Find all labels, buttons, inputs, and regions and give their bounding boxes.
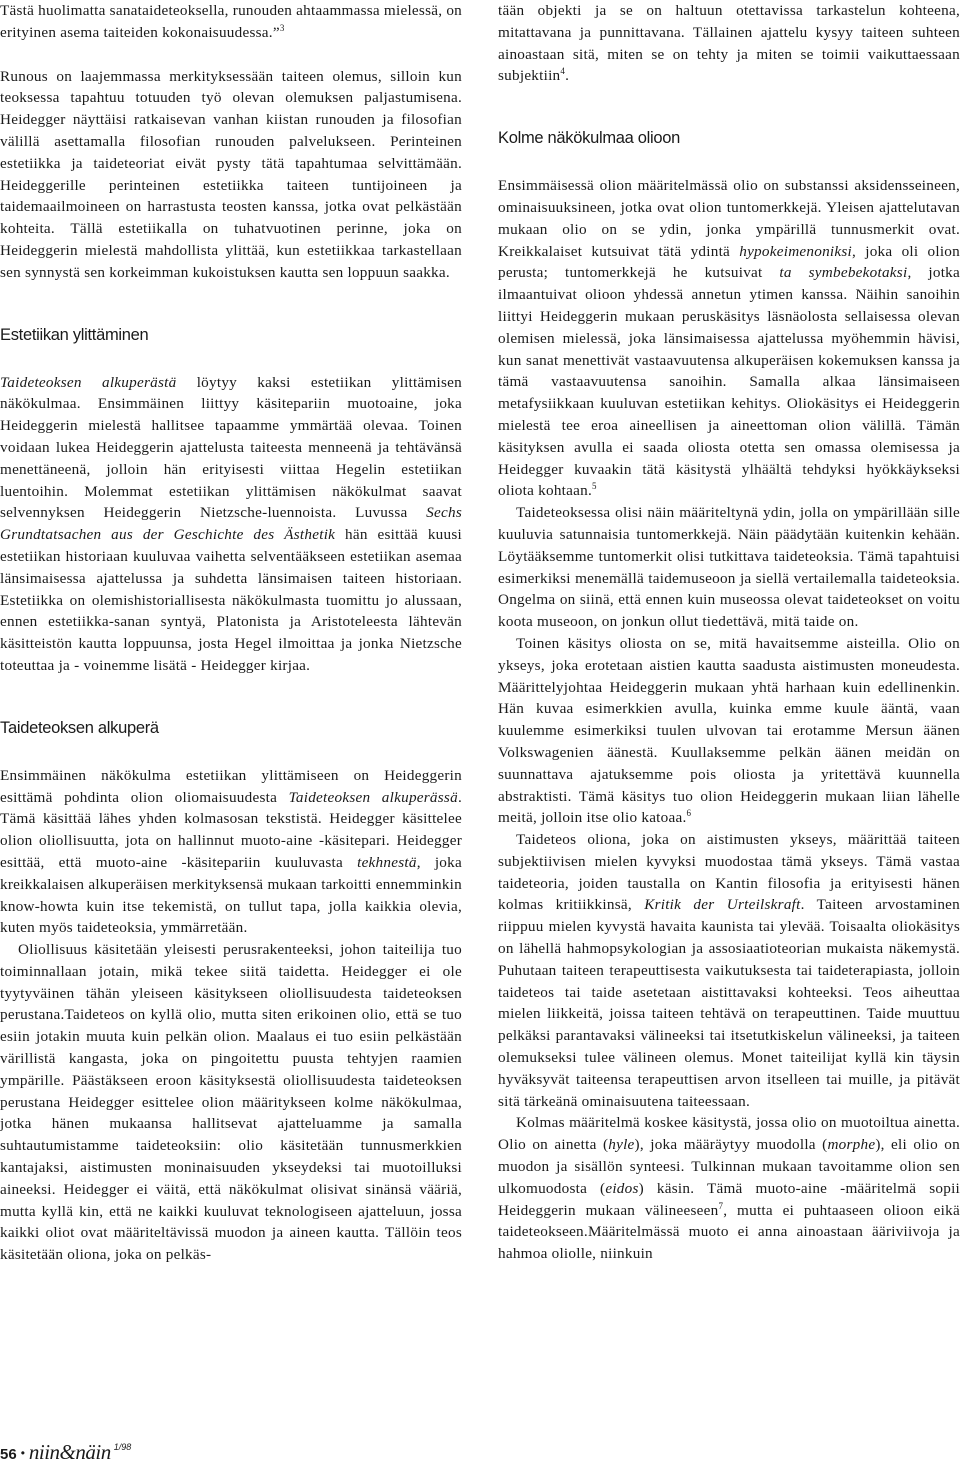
magazine-name: niin&näin xyxy=(28,1440,111,1464)
issue-number: 1/98 xyxy=(113,1442,132,1452)
section-heading: Kolme näkökulmaa olioon xyxy=(498,129,681,148)
section-heading: Taideteoksen alkuperä xyxy=(0,718,159,737)
paragraph: Taideteoksessa olisi näin määriteltynä ydin, jolla on ympärillään sille kuuluvia satunnaisia tuntomerkkejä. Näin päädytään kuitenkin kehään. Löytääksemme tuntomerkit olisi tutkittava taideteoksia. Tämä tapahtuisi esimerkiksi menemällä taidemuseoon ja siellä vertailemalla taideteoksia. Ongelma on siinä, että ennen kuin museossa olevat taideteokset on voitu koota museoon, on jonkun ollut tiedettävä, mitä taide on. xyxy=(498,504,960,631)
page-footer xyxy=(0,1440,131,1465)
section-heading: Estetiikan ylittäminen xyxy=(0,325,149,344)
paragraph: Tästä huolimatta sanataideteoksella, runouden ahtaammassa mielessä, on erityinen asema taiteiden kokonaisuudessa.”$^3$ xyxy=(0,2,463,41)
paragraph: Runous on laajemmassa merkityksessään taiteen olemus, silloin kun teoksessa tapahtuu totuuden työ olevan olemuksen paljastumisena. Heidegger näyttäisi ratkaisevan vanhan kiistan runouden ja filosofian välillä asettamalla filosofian runouden palvelukseen. Perinteinen estetiikka ja taideteoriat eivät pysty tätä tapahtumaa selvittämään. Heideggerille perinteinen estetiikka taiteen tuntijoineen ja taidemaailmoineen on harrastusta teosten kanssa, jotka ovat pelkästään kohteita. Tällä estetiikalla on tuhatvuotinen perinne, joka on Heideggerin mielestä mahdollista ylittää, kun estetiikkaa tarkastellaan sen synnystä sen korkeimman kukoistuksen kautta sen loppuun saakka. xyxy=(0,67,462,281)
left-column xyxy=(0,0,462,1266)
paragraph: tään objekti ja se on haltuun otettavissa tarkastelun kohteena, mitattavana ja punnittavana. Tällainen ajattelu kysyy taiteen suhteen ainoastaan sitä, miten se on tehty ja miten se toimii vaikuttaessaan subjektiin$^4$. xyxy=(498,2,960,85)
page-number: 56 xyxy=(0,1446,17,1463)
footnote-ref: 4 xyxy=(560,66,566,77)
paragraph: Taideteos oliona, joka on aistimusten ykseys, määrittää taiteen subjektiivisen mielen kyvyksi muodostaa tämä ykseys. Tämä vastaa taideteoria, joiden taustalla on Kantin filosofia ja erityisesti hänen kolmas kritiikkinsä, Kritik der Urteilskraft. Taiteen arvostaminen riippuu mielen kyvystä havaita kaunista tai ylevää. Toisaalta oliokäsitys on lähellä hahmopsykologian ja assosiaatioteorian mukaista näkemystä. Puhutaan taiteen terapeuttisesta vaikutuksesta tai taideterapiasta, jolloin taideteos tai taide asetetaan aistittavaksi kohteeksi. Teos aiheuttaa mielen liikkeitä, joissa taiteen tehtävä on terapeuttinen. Taide muuttuu pelkäksi parantavaksi välineeksi tai itsetutkiskelun välineeksi, ja taiteen olemukseksi tulee välineen olemus. Monet taiteilijat kyllä kin täysin hyväksyvät taiteensa terapeuttisen arvon itselleen tai muille, ja pitävät sitä tärkeänä ominaisuutena taiteessaan. xyxy=(498,831,960,1110)
footnote-ref: 6 xyxy=(686,808,692,819)
paragraph: Ensimmäisessä olion määritelmässä olio on substanssi aksidensseineen, ominaisuuksineen, jotka ovat olion tuntomerkkejä. Yleisen ajattelutavan mukaan olio on se ydin, jonka ympärillä tunnusmerkit ovat. Kreikkalaiset kutsuivat tätä ydintä hypokeimenoniksi, joka oli olion perusta; tuntomerkkejä he kutsuivat ta symbebekotaksi, jotka ilmaantuivat olioon yhdessä annetun ytimen kanssa. Näihin sanoihin liittyi Heideggerin mukaan peruskäsitys läsnäolosta sellaisessa olevan olemisen mielessä, joka länsimaisessa ajattelussa myöhemmin hävisi, kun sanat menettivät vastaavuutensa alkuperäisen kokemuksen kanssa ja tämä vastaavuutensa sanoihin. Samalla alkaa länsimaiseen metafysiikkaan kuuluvan estetiikan kehitys. Oliokäsitys ei Heideggerin mielestä tee eroa aineellisen ja aineettoman olion välillä. Tämän käsityksen avulla ei saada oliosta otetta sen omassa olemisessa ja Heidegger kuvaakin tätä käsitystä ylhäältä tehdyksi hyökkäykseksi oliota kohtaan.$^5$ xyxy=(498,177,960,500)
paragraph: Taideteoksen alkuperästä löytyy kaksi estetiikan ylittämisen näkökulmaa. Ensimmäinen liittyy käsitepariin muotoaine, joka Heideggerin mielestä hallitsee tapaamme ymmärtää olevaa. Toinen voidaan lukea Heideggerin ajattelusta taiteesta menneenä ja tehtävänsä menettäneenä, jolloin hän erityisesti viittaa Hegelin estetiikan luentoihin. Molemmat estetiikan ylittämisen näkökulmat saavat selvennyksen Heideggerin Nietzsche-luennoista. Luvussa Sechs Grundtatsachen aus der Geschichte des Ästhetik hän esittää kuusi estetiikan historiaan kuuluvaa vaihetta selventääkseen estetiikan asemaa länsimaisessa ajattelussa ja suhdetta länsimaisen taiteen historiaan. Estetiikka on olemishistoriallisesta näkökulmasta tuomittu jo alussaan, ennen estetiikka-sanan syntyä, Platonista ja Aristoteleesta lähtevän käsitteistön kautta loppuunsa, josta Hegel ilmoittaa ja jonka Nietzsche toteuttaa ja - voinemme lisätä - Heidegger kirjaa. xyxy=(0,373,463,674)
paragraph: Kolmas määritelmä koskee käsitystä, jossa olio on muotoiltua ainetta. Olio on ainetta (hyle), joka määräytyy muodolla (morphe), eli olio on muodon ja sisällön synteesi. Tulkinnan mukaan tavoitamme olion sen ulkomuodosta (eidos) käsin. Tämä muoto-aine -määritelmä sopii Heideggerin mukaan välineeseen$^7$, mutta ei puhtaaseen olioon eikä taideteokseen.Määritelmässä muoto ei anna ainoastaan ääriviivoja ja hahmoa oliolle, niinkuin xyxy=(498,1114,960,1263)
paragraph: Oliollisuus käsitetään yleisesti perusrakenteeksi, johon taiteilija tuo toiminnallaan jotain, mikä tekee siitä taidetta. Heidegger ei ole tyytyväinen tähän yleiseen käsitykseen oliollisuudesta taideteoksen perustana.Taideteos on kyllä olio, mutta siten erikoinen olio, että se tuo esiin jotakin muuta kuin pelkän olion. Maalaus ei tuo esiin pelkästään värillistä kangasta, joka on pingoitettu puusta tehtyjen raamien ympärille. Päästäkseen eroon käsityksestä oliollisuudesta taideteoksen perustana Heidegger esittelee olion määritykseen kolme näkökulmaa, jotka hänen mukaansa hallitsevat ajatteluamme ja samalla suhtautumistamme taideteoksiin: olio käsitetään tunnusmerkkien kantajaksi, aistimusten moninaisuuden ykseydeksi tai muotoilluksi aineeksi. Heidegger ei väitä, että näkökulmat olisivat sinänsä vääriä, mutta kyllä kin, että ne kaikki kuuluvat teknologiseen ajatteluun, jossa kaikki oliot ovat määriteltävissä muodon ja aineen kautta. Tällöin teos käsitetään oliona, joka on pelkäs- xyxy=(0,941,462,1264)
paragraph: Toinen käsitys oliosta on se, mitä havaitsemme aisteilla. Olio on ykseys, joka erotetaan aistien kautta saadusta aistimusten moneudesta. Määrittelyjohtaa Heideggerin mukaan yhtä harhaan kuin edellinenkin. Hän kuvaa esimerkkien avulla, kuinka emme kuule ääntä, vaan kuulemme esimerkiksi tuulen ulvovan tai erotamme Mersun äänen Volkswagenien äänestä. Kuullaksemme pelkän äänen meidän on suunnattava ajatuksemme pois oliosta ja yritettävä kuunnella abstraktisti. Tämä käsitys tuo olion Heideggerin mukaan liian lähelle meitä, jolloin itse olio katoaa.$^6$ xyxy=(498,634,960,827)
footnote-ref: 5 xyxy=(592,481,597,492)
footnote-ref: 3 xyxy=(279,22,285,33)
right-column xyxy=(498,0,960,1265)
footnote-ref: 7 xyxy=(718,1200,724,1211)
bullet-separator: • xyxy=(20,1446,25,1460)
paragraph: Ensimmäinen näkökulma estetiikan ylittämiseen on Heideggerin esittämä pohdinta olion oliomaisuudesta Taideteoksen alkuperässä. Tämä käsittää lähes yhden kolmasosan tekstistä. Heidegger käsittelee olion oliollisuutta, jota on hallinnut muoto-aine -käsitepari. Heidegger esittää, että muoto-aine -käsitepariin kuuluvasta tekhnestä, joka kreikkalaisen alkuperäisen merkityksensä mukaan tarkoitti ennemminkin know-howta kuin itse tekemistä, on tullut tapa, jolla kaikkia olevia, kuten myös taideteoksia, ymmärretään. xyxy=(0,766,462,937)
